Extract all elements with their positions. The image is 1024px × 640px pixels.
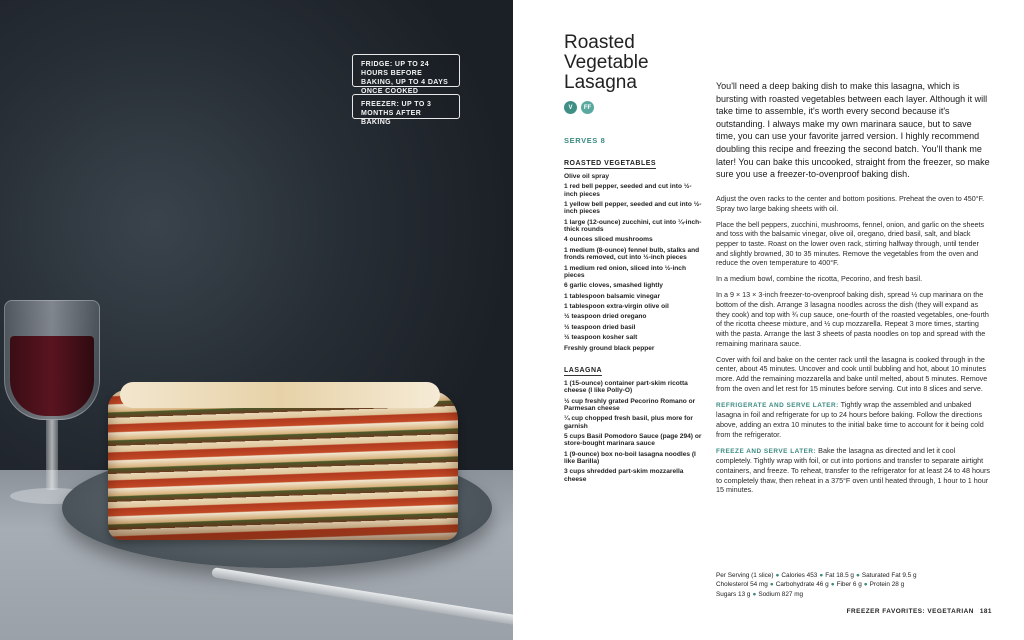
ingredient-item: ½ teaspoon dried oregano [564,313,647,321]
nutrition-item: Fiber 6 g [836,581,862,589]
method-step: In a medium bowl, combine the ricotta, Pecorino, and fresh basil. [716,274,923,284]
method-steps [716,194,990,501]
bullet-icon: ● [863,581,868,589]
ingredient-list-vegetables [564,173,702,352]
lasagna-group [564,359,702,483]
nutrition-item: Per Serving (1 slice) [716,572,774,579]
nutrition-item: Calories 453 [781,572,818,579]
freezer-friendly-badge-icon: FF [581,101,594,114]
method-step: Adjust the oven racks to the center and bottom positions. Preheat the oven to 450°F. Spray two large baking sheets with oil. [716,194,985,213]
nutrition-item: Sodium 827 mg [758,590,804,598]
ingredient-item: 4 ounces sliced mushrooms [564,236,653,244]
ingredient-item: 1 medium (8-ounce) fennel bulb, stalks and fronds removed, cut into ½-inch pieces [564,246,700,262]
page-footer [840,608,992,615]
method-step: Place the bell peppers, zucchini, mushrooms, fennel, onion, and garlic on the sheets and toss with the balsamic vinegar, olive oil, oregano, dried basil, salt, and black pepper to taste. Roast on the lower oven rack, stirring halfway through, until tender and slightly browned, 30 to 35 minutes. Remove the vegetables from the oven and reduce the oven temperature to 400°F. [716,219,985,268]
bullet-icon: ● [830,581,835,589]
lasagna-slice [108,390,458,540]
ingredient-item: ¼ cup chopped fresh basil, plus more for garnish [564,415,693,430]
vegetarian-badge-icon: V [564,101,577,114]
ingredient-item: ½ teaspoon kosher salt [564,334,638,342]
refrigerate-text: Tightly wrap the assembled and unbaked lasagna in foil and refrigerate for up to 24 hours before baking. Follow the directions above, adding an extra 10 minutes to the initial bake time to account for it being cold from the refrigerator. [716,399,984,439]
freeze-label: FREEZE AND SERVE LATER: [716,447,817,455]
nutrition-item: Protein 28 g [869,581,905,589]
ingredient-item: 1 (15-ounce) container part-skim ricotta cheese (I like Polly-O) [564,379,688,395]
recipe-title: Roasted Vegetable Lasagna [564,32,649,93]
ingredient-item: ½ teaspoon dried basil [564,323,636,331]
ingredient-group-title: LASAGNA [564,366,603,374]
ingredient-item: 3 cups shredded part-skim mozzarella cheese [564,468,684,483]
ingredient-item: 1 tablespoon balsamic vinegar [564,292,661,300]
nutrition-item: Carbohydrate 46 g [775,581,829,589]
freeze-note [716,446,990,496]
bullet-icon: ● [752,590,757,598]
diet-badges [564,101,594,114]
ingredient-item: 1 large (12-ounce) zucchini, cut into ¼-inch-thick rounds [564,218,702,234]
nutrition-item: Fat 18.5 g [825,572,854,579]
ingredient-item: 1 tablespoon extra-virgin olive oil [564,303,669,310]
ingredient-item: Olive oil spray [564,173,610,180]
glass-stem [46,420,58,490]
lasagna-cheese-top [120,382,440,408]
ingredient-item: 6 garlic cloves, smashed lightly [564,282,663,290]
ingredient-item: 1 medium red onion, sliced into ½-inch pieces [564,264,687,279]
ingredient-item: 1 red bell pepper, seeded and cut into ½-inch pieces [564,183,692,198]
bullet-icon: ● [775,572,780,579]
fridge-tip: FRIDGE: UP TO 24 HOURS BEFORE BAKING, UP TO 4 DAYS ONCE COOKED [352,54,460,87]
ingredient-group-title: ROASTED VEGETABLES [564,160,657,167]
ingredient-item: 1 yellow bell pepper, seeded and cut into ½-inch pieces [564,201,702,216]
nutrition-info [716,571,992,599]
ingredients-column [564,136,702,486]
bullet-icon: ● [769,581,774,589]
method-step: Cover with foil and bake on the center rack until the lasagna is cooked through in the center, about 45 minutes. Uncover and cook until bubbling and hot, about 10 minutes more. Add the remaining mozzarella and bake until melted, about 5 minutes. Remove from the oven and let rest for 15 minutes before serving. Cut into 8 slices and serve. [716,354,988,393]
refrigerate-note [716,400,990,440]
refrigerate-label: REFRIGERATE AND SERVE LATER: [716,401,839,409]
freeze-text: Bake the lasagna as directed and let it cool completely. Tightly wrap with foil, or cut into portions and transfer to separate airtight containers, and freeze. To reheat, transfer to the refrigerator for at least 24 to 48 hours to completely thaw, then reheat in a 375°F oven until heated through, 1 hour to 1 hour 15 minutes. [716,445,990,495]
ingredient-list-lasagna [564,380,702,483]
ingredient-item: 1 (9-ounce) box no-boil lasagna noodles (I like Barilla) [564,450,696,465]
red-wine [10,336,94,416]
ingredient-item: ½ cup freshly grated Pecorino Romano or Parmesan cheese [564,397,696,412]
nutrition-item: Saturated Fat 9.5 g [861,572,917,579]
ingredient-item: 5 cups Basil Pomodoro Sauce (page 294) or store-bought marinara sauce [564,432,702,448]
freezer-tip: FREEZER: UP TO 3 MONTHS AFTER BAKING [352,94,460,119]
bullet-icon: ● [855,572,860,579]
nutrition-item: Sugars 13 g [716,590,751,598]
nutrition-item: Cholesterol 54 mg [716,581,768,589]
recipe-intro: You'll need a deep baking dish to make this lasagna, which is bursting with roasted vegetables between each layer. Although it will take time to assemble, it's worth every second because it's outstanding. I always make my own marinara sauce, but to save time, you can use your favorite jarred version. I highly recommend doubling this recipe and freezing the second batch. You'll thank me later! You can bake this uncooked, straight from the freezer, so make sure you use a freezer-to-ovenproof baking dish. [716,81,990,180]
bullet-icon: ● [819,572,824,579]
ingredient-item: Freshly ground black pepper [564,344,655,352]
section-name: FREEZER FAVORITES: VEGETARIAN [846,608,974,615]
serves-label: SERVES 8 [564,136,606,145]
page-number: 181 [979,608,992,615]
method-step: In a 9 × 13 × 3-inch freezer-to-ovenproof baking dish, spread ½ cup marinara on the bottom of the dish. Arrange 3 lasagna noodles across the dish (they will expand as they cook) and top with ¾ cup sauce, one-fourth of the roasted vegetables, one-fourth of the ricotta cheese mixture, and ½ cup mozzarella. Repeat 3 more times, starting with the pasta. Arrange the last 3 sheets of pasta noodles on top and spread with the remaining marinara sauce. [716,290,989,348]
